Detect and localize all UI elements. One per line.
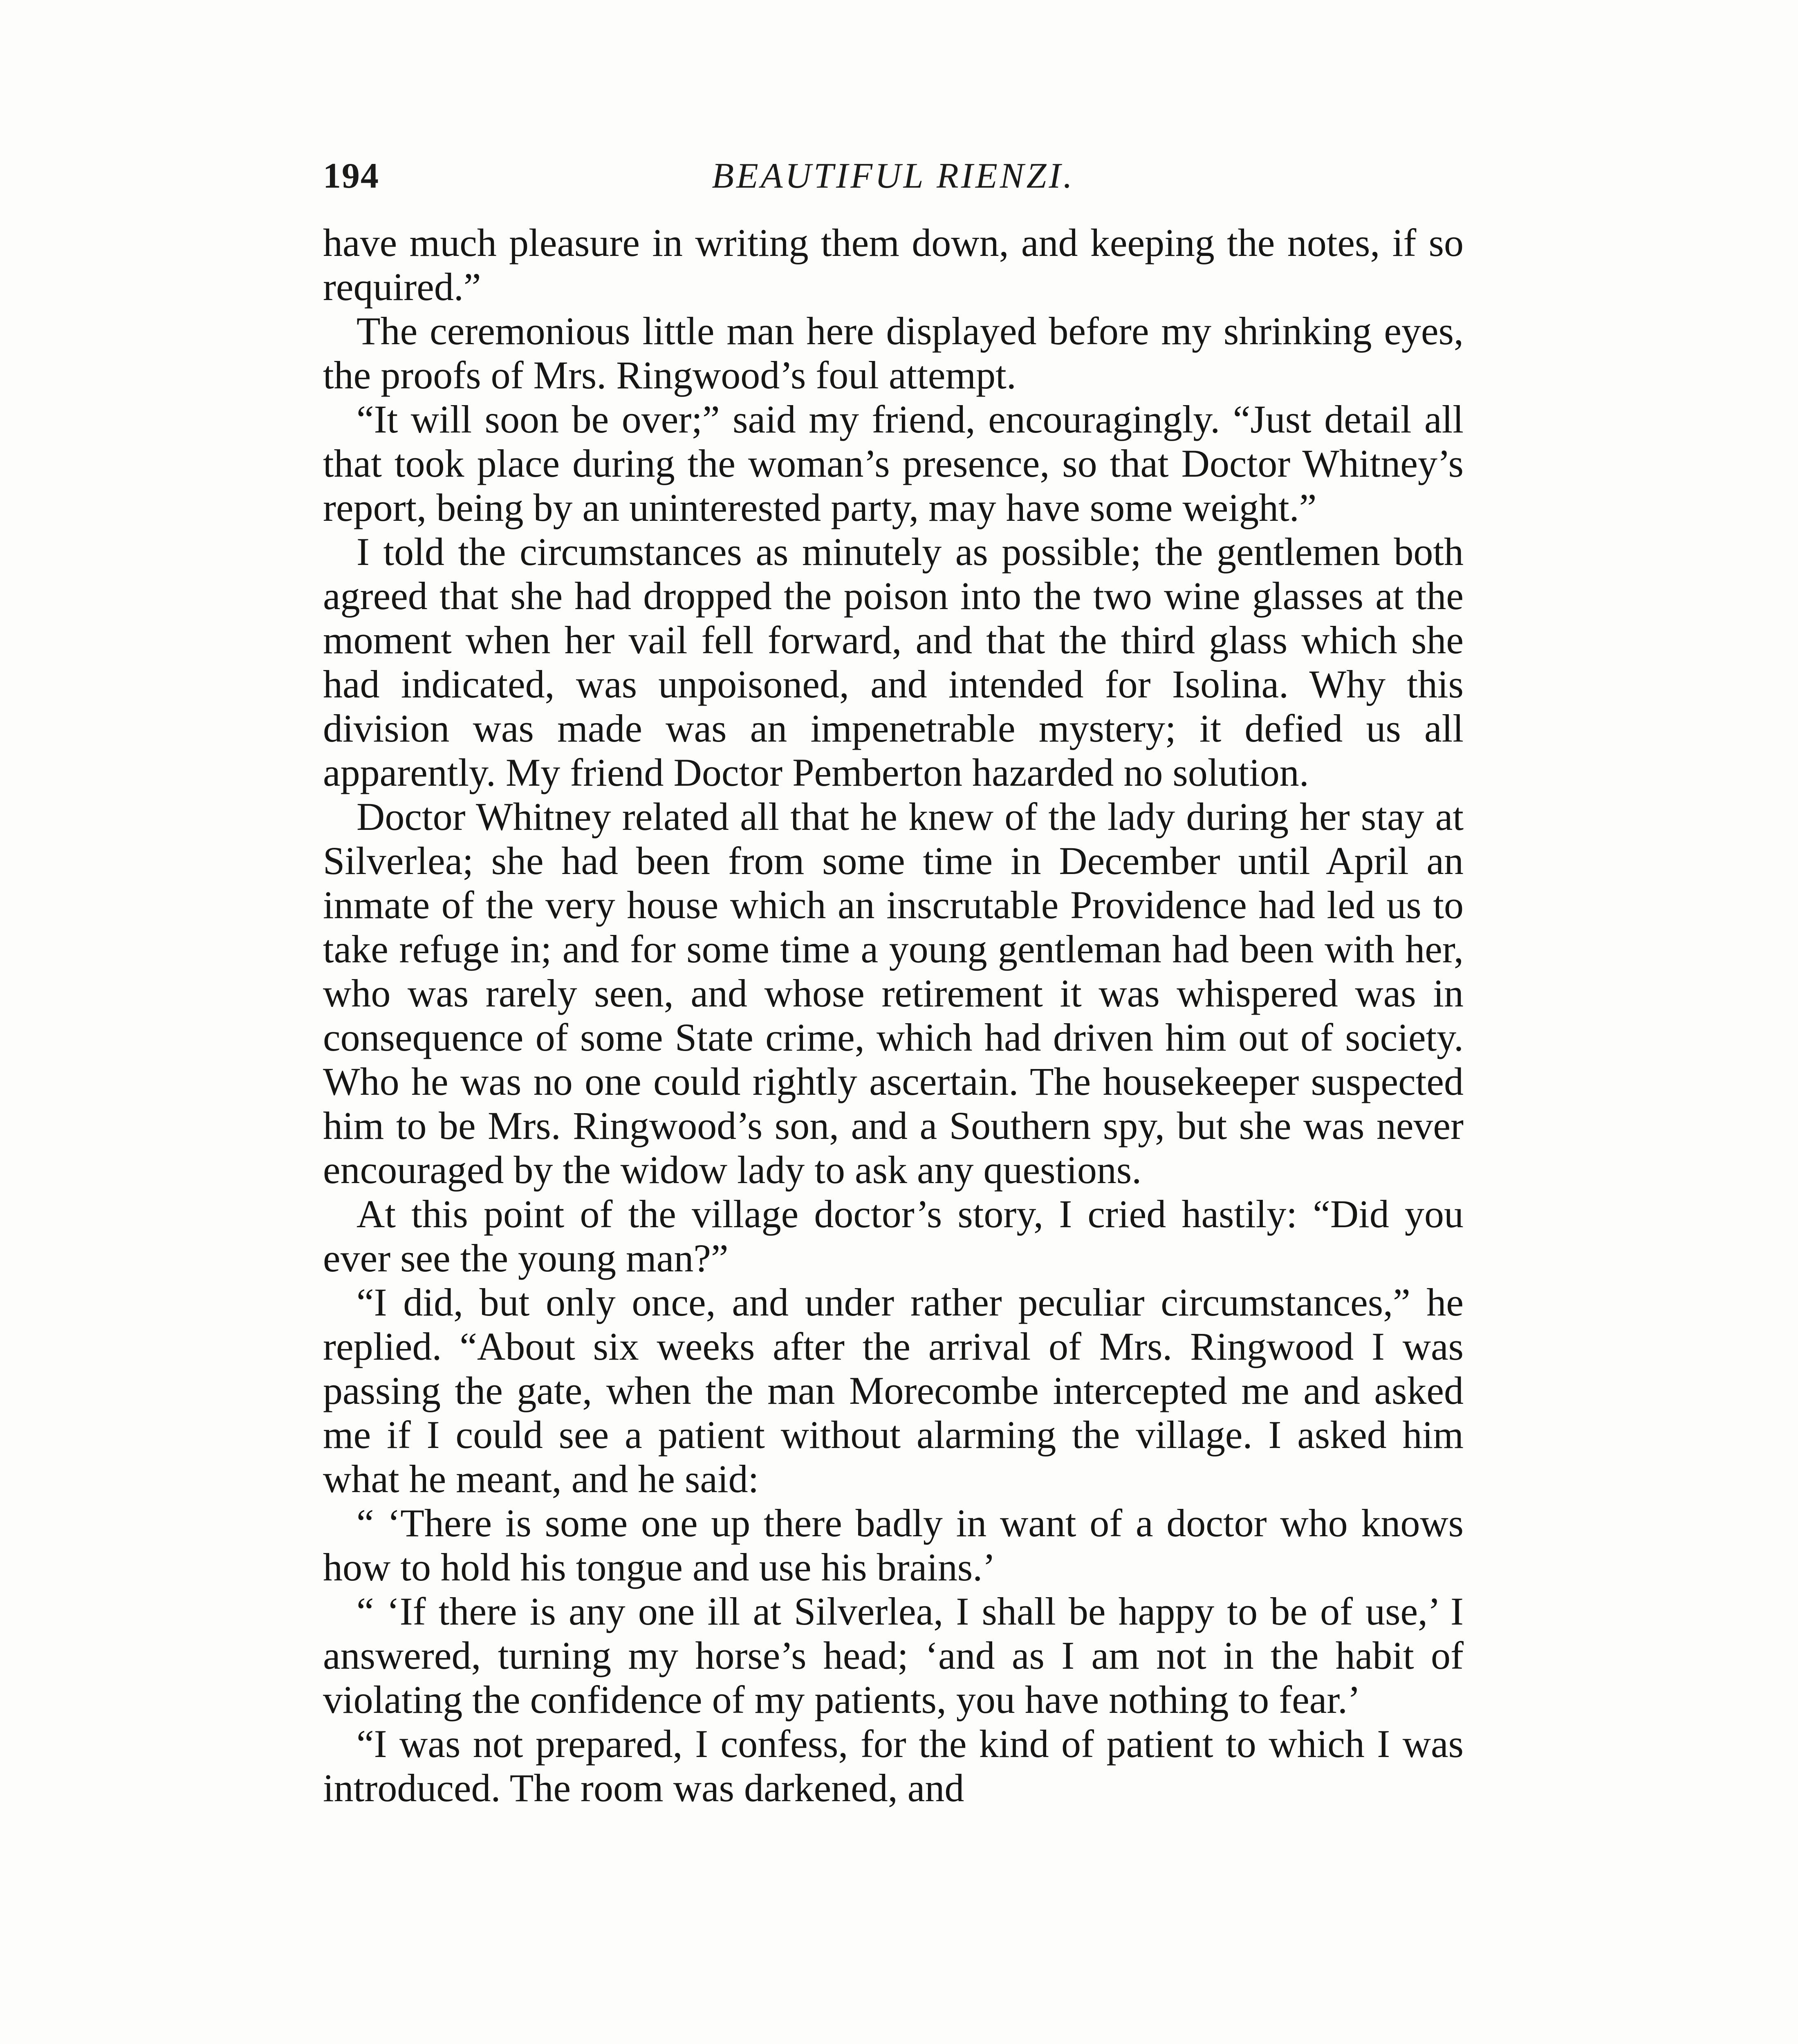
paragraph: “I was not prepared, I confess, for the kind of patient to which I was introduced. The room was darkened, and xyxy=(323,1722,1464,1810)
paragraph: Doctor Whitney related all that he knew of the lady during her stay at Silverlea; she had been from some time in December until April an inmate of the very house which an inscrutable Providence had led us to take refuge in; and for some time a young gentleman had been with her, who was rarely seen, and whose retirement it was whispered was in consequence of some State crime, which had driven him out of society. Who he was no one could rightly ascertain. The housekeeper suspected him to be Mrs. Ringwood’s son, and a Southern spy, but she was never encouraged by the widow lady to ask any questions. xyxy=(323,795,1464,1192)
paragraph: “It will soon be over;” said my friend, encouragingly. “Just detail all that took place during the woman’s presence, so that Doctor Whitney’s report, being by an uninterested party, may have some weight.” xyxy=(323,397,1464,529)
page-header xyxy=(323,155,1464,213)
paragraph: At this point of the village doctor’s story, I cried hastily: “Did you ever see the young man?” xyxy=(323,1192,1464,1280)
paragraph: have much pleasure in writing them down, and keeping the notes, if so required.” xyxy=(323,221,1464,309)
running-title: BEAUTIFUL RIENZI. xyxy=(712,156,1075,196)
page-number: 194 xyxy=(323,156,379,196)
paragraph: “ ‘There is some one up there badly in want of a doctor who knows how to hold his tongue and use his brains.’ xyxy=(323,1501,1464,1589)
paragraph: I told the circumstances as minutely as possible; the gentlemen both agreed that she had dropped the poison into the two wine glasses at the moment when her vail fell forward, and that the third glass which she had indicated, was unpoisoned, and intended for Isolina. Why this division was made was an impenetrable mystery; it defied us all apparently. My friend Doctor Pemberton hazarded no solution. xyxy=(323,530,1464,794)
paragraph: “ ‘If there is any one ill at Silverlea, I shall be happy to be of use,’ I answered, turning my horse’s head; ‘and as I am not in the habit of violating the confidence of my patients, you have nothing to fear.’ xyxy=(323,1589,1464,1721)
paragraph: “I did, but only once, and under rather peculiar circumstances,” he replied. “About six weeks after the arrival of Mrs. Ringwood I was passing the gate, when the man Morecombe intercepted me and asked me if I could see a patient without alarming the village. I asked him what he meant, and he said: xyxy=(323,1280,1464,1501)
paragraph: The ceremonious little man here displayed before my shrinking eyes, the proofs of Mrs. Ringwood’s foul attempt. xyxy=(323,309,1464,397)
body-text xyxy=(323,221,1464,1810)
